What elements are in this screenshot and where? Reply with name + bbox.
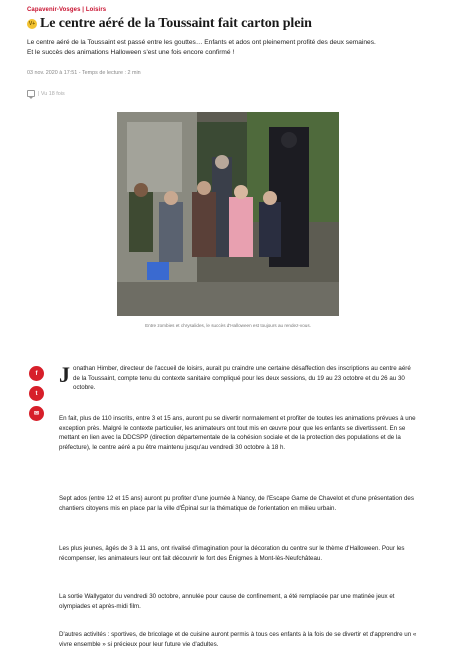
- article-title: Le centre aéré de la Toussaint fait carton plein: [40, 16, 312, 31]
- article-paragraph-3: Sept ados (entre 12 et 15 ans) auront pu profiter d'une journée à Nancy, de l'Escape Game de Chavelot et d'une présentation des chantiers citoyens mis en place par la ville d'Épinal sur la thématique de l'orientation en milieu urbain.: [59, 495, 414, 512]
- email-icon: ✉: [33, 411, 40, 417]
- article-comments[interactable]: [27, 90, 65, 97]
- article-paragraph-4: Les plus jeunes, âgés de 3 à 11 ans, ont rivalisé d'imagination pour la décoration du centre sur le thème d'Halloween. Pour les récompenser, les animateurs leur ont fait découvrir le fort des Énigmes à Mont-lès-Neufchâteau.: [59, 545, 405, 562]
- article-lead-line-1: Le centre aéré de la Toussaint est passé entre les gouttes… Enfants et ados ont pleinement profité des deux semaines.: [27, 39, 376, 46]
- article-lead: [27, 38, 425, 58]
- drop-cap: J: [59, 362, 70, 387]
- comment-icon[interactable]: [27, 90, 35, 97]
- article-paragraph-1: [59, 364, 419, 393]
- article-paragraph-2: En fait, plus de 110 inscrits, entre 3 et 15 ans, auront pu se divertir normalement et profiter de toutes les animations prévues à une exception près. Malgré le contexte particulier, les animateurs ont tout mis en œuvre pour que les enfants se divertissent. En se mettant en lien avec la DDCSPP (direction départementale de la cohésion sociale et de la protection des populations et de la préfecture), le centre aéré a pu être maintenu jusqu'au vendredi 30 octobre à 18 h.: [59, 415, 416, 452]
- facebook-icon: f: [35, 370, 38, 377]
- twitter-icon: t: [35, 390, 38, 397]
- article-kicker[interactable]: Capavenir-Vosges | Loisirs: [27, 7, 107, 13]
- article-views: | Vu 18 fois: [38, 90, 65, 97]
- photo-illustration: [117, 112, 339, 316]
- premium-badge: V+: [28, 21, 36, 27]
- article-lead-line-2: Et le succès des animations Halloween s'est une fois encore confirmé !: [27, 49, 235, 56]
- article-paragraph-6: D'autres activités : sportives, de bricolage et de cuisine auront permis à tous ces enfants à la fois de se divertir et d'apprendre un « vivre ensemble » si précieux pour leur future vie d'adultes.: [59, 631, 417, 648]
- headline-row: [27, 16, 312, 32]
- share-facebook-button[interactable]: [29, 366, 44, 381]
- photo-caption: Entre zombies et chrysalides, le succès d'Halloween est toujours au rendez-vous.: [145, 323, 311, 328]
- share-twitter-button[interactable]: [29, 386, 44, 401]
- article-paragraph-5: La sortie Wallygator du vendredi 30 octobre, annulée pour cause de confinement, a été remplacée par une matinée jeux et olympiades et après-midi film.: [59, 593, 395, 610]
- share-email-button[interactable]: [29, 406, 44, 421]
- paragraph-1-text: onathan Himber, directeur de l'accueil de loisirs, aurait pu craindre une certaine désaffection des inscriptions au centre aéré de la Toussaint, compte tenu du contexte sanitaire compliqué pour les deux sessions, du 19 au 23 octobre et du 26 au 30 octobre.: [73, 365, 411, 392]
- article-photo[interactable]: [117, 112, 339, 316]
- article-meta: 03 nov. 2020 à 17:51 - Temps de lecture : 2 min: [27, 70, 141, 76]
